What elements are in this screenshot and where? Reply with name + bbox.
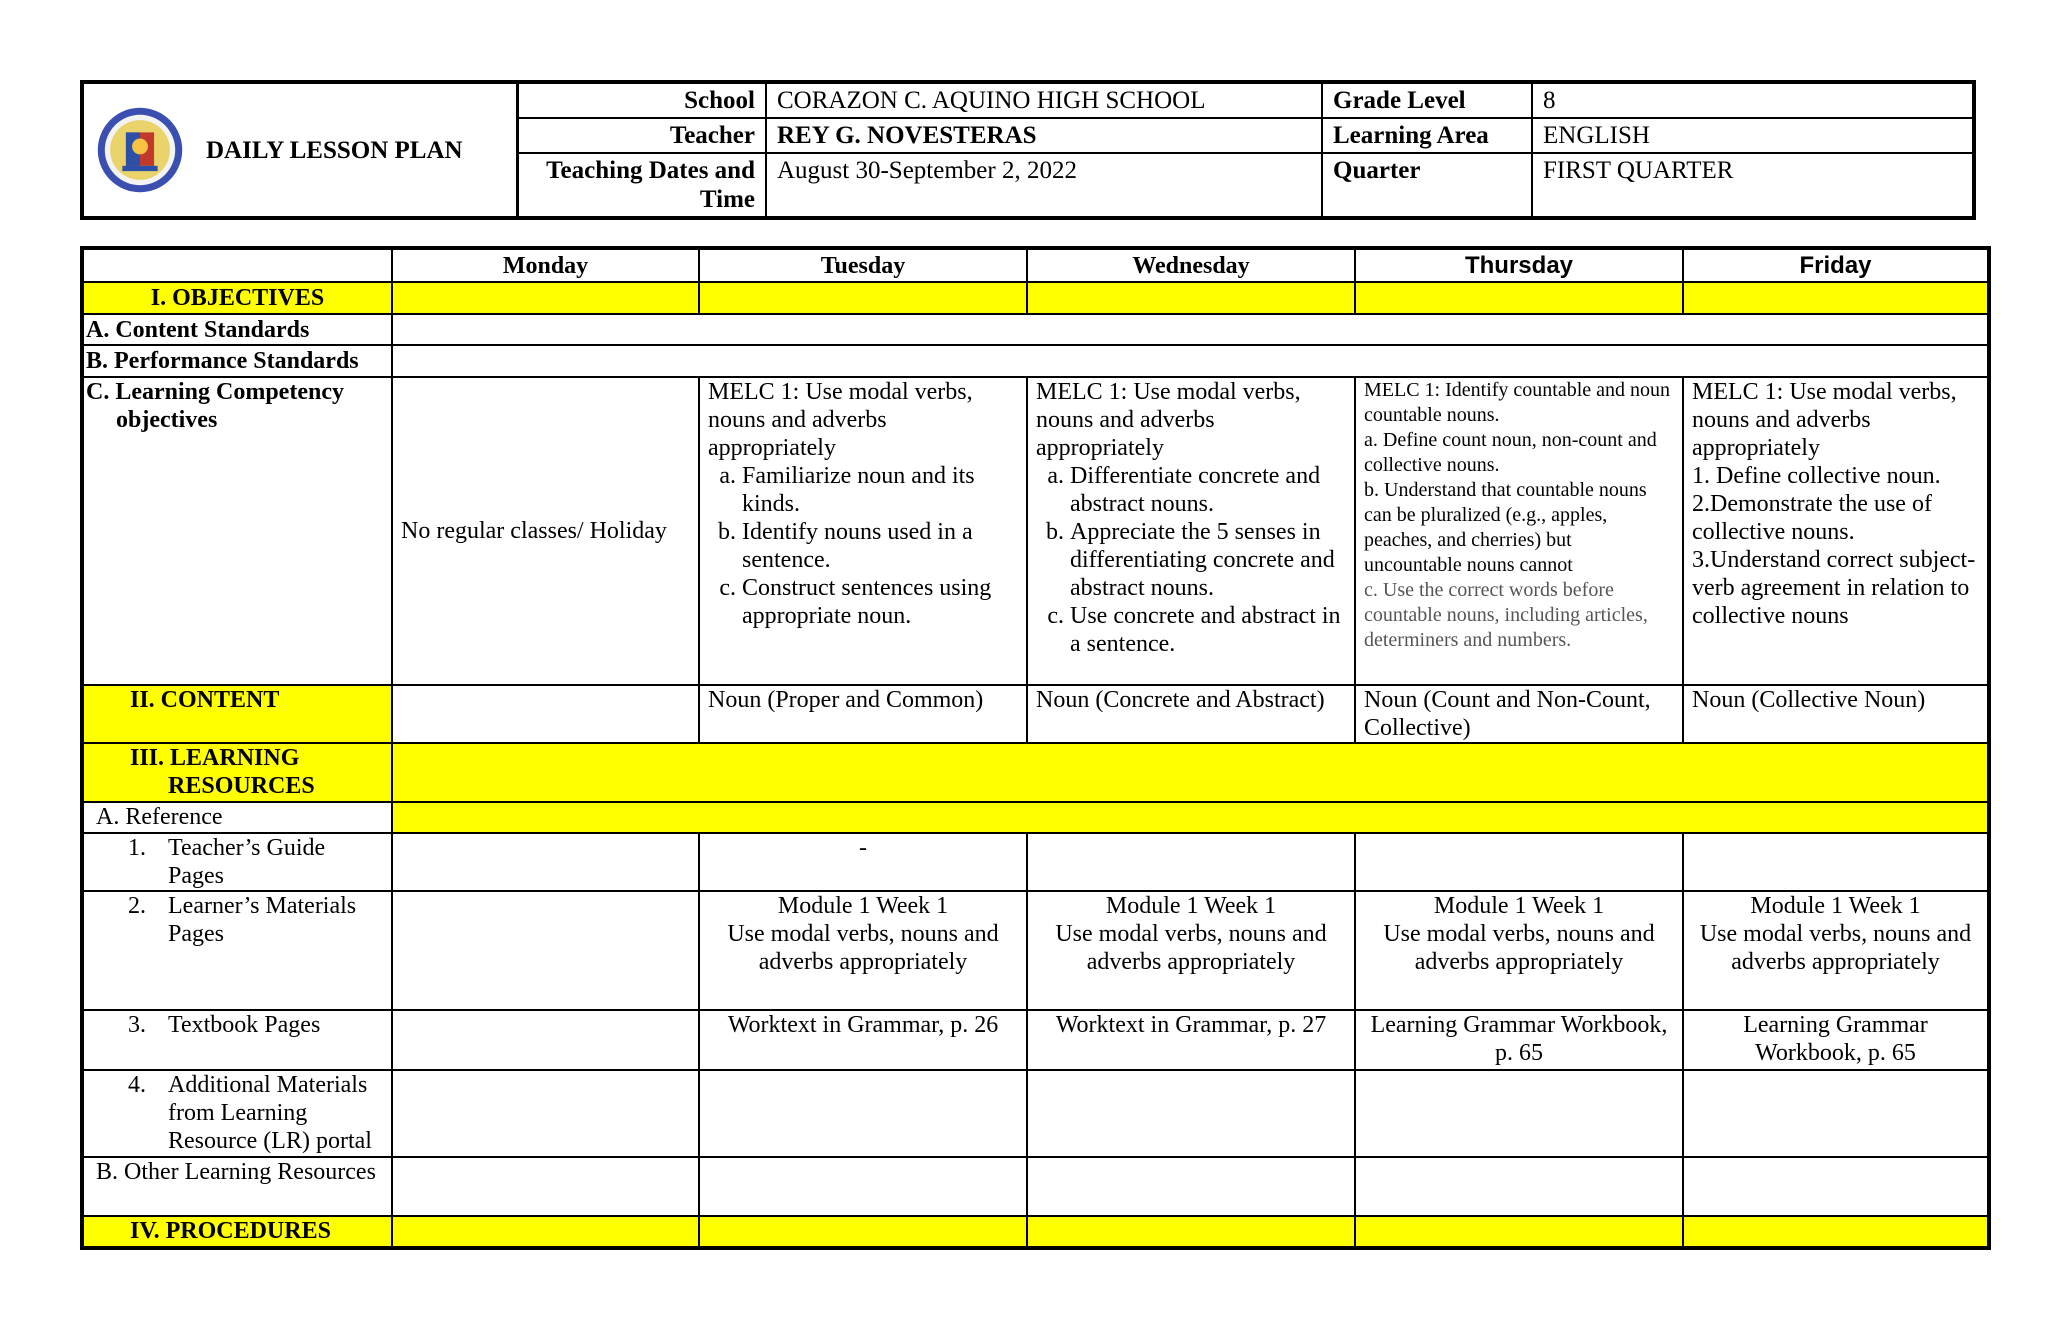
grade-level-value: 8	[1532, 82, 1974, 118]
content-friday: Noun (Collective Noun)	[1683, 685, 1989, 743]
learning-resources-row	[82, 743, 1989, 801]
school-value: CORAZON C. AQUINO HIGH SCHOOL	[766, 82, 1322, 118]
textbook-tuesday: Worktext in Grammar, p. 26	[699, 1010, 1027, 1070]
objectives-heading: I. OBJECTIVES	[82, 282, 392, 314]
reference-label: A. Reference	[82, 802, 392, 833]
learning-resources-heading: III. LEARNING RESOURCES	[82, 743, 392, 801]
page-title: DAILY LESSON PLAN	[206, 136, 463, 164]
learning-area-value: ENGLISH	[1532, 118, 1974, 153]
content-heading: II. CONTENT	[82, 685, 392, 743]
competency-tuesday: MELC 1: Use modal verbs, nouns and adverbs appropriately a. Familiarize noun and its kinds. b. Identify nouns used in a sentence. c. Construct sentences using appropriate noun.	[699, 377, 1027, 686]
day-header-row	[82, 248, 1989, 282]
content-monday	[392, 685, 699, 743]
corner-cell	[82, 248, 392, 282]
day-wednesday: Wednesday	[1027, 248, 1355, 282]
learners-materials-tuesday: Module 1 Week 1 Use modal verbs, nouns and adverbs appropriately	[699, 891, 1027, 1010]
objectives-row	[82, 282, 1989, 314]
performance-standards-label: B. Performance Standards	[82, 345, 392, 376]
competency-wednesday: MELC 1: Use modal verbs, nouns and adverbs appropriately a. Differentiate concrete and abstract nouns. b. Appreciate the 5 senses in differentiating concrete and abstract nouns. c. Use concrete and abstract in a sentence.	[1027, 377, 1355, 686]
learning-competency-label: C. Learning Competency objectives	[82, 377, 392, 686]
content-standards-label: A. Content Standards	[82, 314, 392, 345]
content-thursday: Noun (Count and Non-Count, Collective)	[1355, 685, 1683, 743]
teachers-guide-label: 1. Teacher’s Guide Pages	[82, 833, 392, 891]
textbook-row	[82, 1010, 1989, 1070]
quarter-label: Quarter	[1322, 153, 1532, 218]
learners-materials-thursday: Module 1 Week 1 Use modal verbs, nouns and adverbs appropriately	[1355, 891, 1683, 1010]
learners-materials-friday: Module 1 Week 1 Use modal verbs, nouns and adverbs appropriately	[1683, 891, 1989, 1010]
teaching-dates-label: Teaching Dates and Time	[517, 153, 766, 218]
teaching-dates-value: August 30-September 2, 2022	[766, 153, 1322, 218]
header-brand	[82, 82, 517, 218]
grade-level-label: Grade Level	[1322, 82, 1532, 118]
textbook-thursday: Learning Grammar Workbook, p. 65	[1355, 1010, 1683, 1070]
day-tuesday: Tuesday	[699, 248, 1027, 282]
learners-materials-label: 2. Learner’s Materials Pages	[82, 891, 392, 1010]
other-resources-row	[82, 1157, 1989, 1215]
textbook-label: 3. Textbook Pages	[82, 1010, 392, 1070]
additional-materials-label: 4. Additional Materials from Learning Resource (LR) portal	[82, 1070, 392, 1157]
learning-area-label: Learning Area	[1322, 118, 1532, 153]
content-row	[82, 685, 1989, 743]
reference-row	[82, 802, 1989, 833]
school-label: School	[517, 82, 766, 118]
teachers-guide-row	[82, 833, 1989, 891]
other-resources-label: B. Other Learning Resources	[82, 1157, 392, 1215]
competency-monday: No regular classes/ Holiday	[392, 377, 699, 686]
teacher-value: REY G. NOVESTERAS	[766, 118, 1322, 153]
textbook-friday: Learning Grammar Workbook, p. 65	[1683, 1010, 1989, 1070]
deped-seal-icon	[96, 106, 184, 194]
teacher-label: Teacher	[517, 118, 766, 153]
performance-standards-row	[82, 345, 1989, 376]
day-monday: Monday	[392, 248, 699, 282]
teachers-guide-tuesday: -	[699, 833, 1027, 891]
additional-materials-row	[82, 1070, 1989, 1157]
day-thursday: Thursday	[1355, 248, 1683, 282]
lesson-plan-table	[80, 246, 1991, 1250]
textbook-wednesday: Worktext in Grammar, p. 27	[1027, 1010, 1355, 1070]
quarter-value: FIRST QUARTER	[1532, 153, 1974, 218]
learners-materials-wednesday: Module 1 Week 1 Use modal verbs, nouns and adverbs appropriately	[1027, 891, 1355, 1010]
content-tuesday: Noun (Proper and Common)	[699, 685, 1027, 743]
procedures-row	[82, 1216, 1989, 1248]
content-wednesday: Noun (Concrete and Abstract)	[1027, 685, 1355, 743]
competency-friday: MELC 1: Use modal verbs, nouns and adverbs appropriately 1. Define collective noun. 2.Demonstrate the use of collective nouns. 3.Understand correct subject-verb agreement in relation to collective nouns	[1683, 377, 1989, 686]
procedures-heading: IV. PROCEDURES	[82, 1216, 392, 1248]
competency-thursday: MELC 1: Identify countable and noun countable nouns. a. Define count noun, non-count and collective nouns. b. Understand that countable nouns can be pluralized (e.g., apples, peaches, and cherries) but uncountable nouns cannot c. Use the correct words before countable nouns, including articles, determiners and numbers.	[1355, 377, 1683, 686]
learners-materials-row	[82, 891, 1989, 1010]
content-standards-row	[82, 314, 1989, 345]
learning-competency-row	[82, 377, 1989, 686]
lesson-plan-header	[80, 80, 1976, 220]
day-friday: Friday	[1683, 248, 1989, 282]
